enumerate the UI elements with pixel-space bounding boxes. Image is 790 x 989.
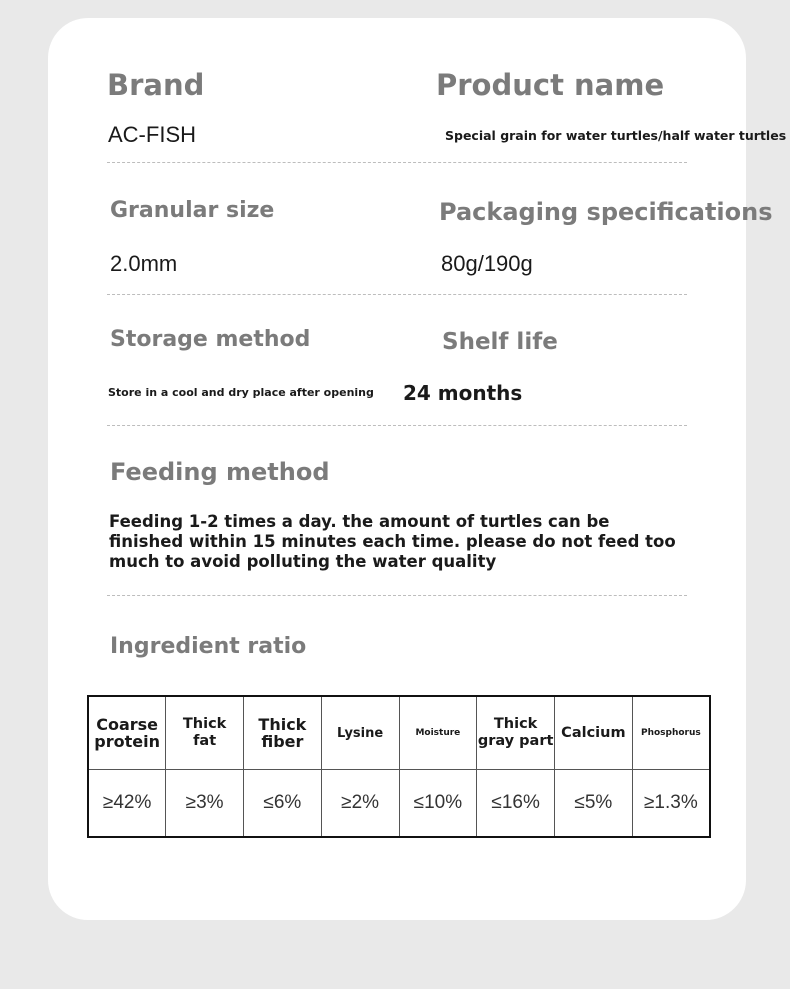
divider	[107, 162, 687, 163]
ingredient-title: Ingredient ratio	[110, 634, 307, 659]
ingredient-header: Lysine	[321, 696, 399, 770]
ingredient-header-row	[88, 696, 710, 770]
feeding-label: Feeding method	[110, 458, 330, 486]
divider	[107, 294, 687, 295]
feeding-value: Feeding 1-2 times a day. the amount of turtles can be finished within 15 minutes each time. please do not feed too much to avoid polluting the water quality	[109, 512, 676, 571]
ingredient-value: ≥42%	[88, 770, 166, 838]
ingredient-header: Calcium	[555, 696, 633, 770]
storage-label: Storage method	[110, 327, 311, 352]
brand-label: Brand	[107, 68, 205, 102]
shelf-life-value: 24 months	[403, 381, 523, 405]
granular-size-value: 2.0mm	[110, 251, 178, 276]
granular-size-label: Granular size	[110, 198, 275, 223]
ingredient-header: Thick fat	[166, 696, 244, 770]
ingredient-header: Thick fiber	[244, 696, 322, 770]
brand-value: AC-FISH	[108, 122, 196, 147]
ingredient-header: Thick gray part	[477, 696, 555, 770]
ingredient-value: ≤6%	[244, 770, 322, 838]
ingredient-table	[87, 695, 711, 838]
ingredient-value-row	[88, 770, 710, 838]
ingredient-value: ≤16%	[477, 770, 555, 838]
ingredient-header: Phosphorus	[632, 696, 710, 770]
product-name-value: Special grain for water turtles/half water turtles	[445, 128, 787, 143]
ingredient-value: ≥2%	[321, 770, 399, 838]
storage-value: Store in a cool and dry place after opening	[108, 386, 374, 399]
divider	[107, 595, 687, 596]
ingredient-value: ≥1.3%	[632, 770, 710, 838]
ingredient-value: ≤5%	[555, 770, 633, 838]
divider	[107, 425, 687, 426]
product-name-label: Product name	[436, 68, 665, 102]
ingredient-value: ≥3%	[166, 770, 244, 838]
ingredient-value: ≤10%	[399, 770, 477, 838]
packaging-label: Packaging specifications	[439, 198, 773, 226]
shelf-life-label: Shelf life	[442, 329, 558, 355]
packaging-value: 80g/190g	[441, 251, 533, 276]
ingredient-header: Moisture	[399, 696, 477, 770]
ingredient-header: Coarse protein	[88, 696, 166, 770]
